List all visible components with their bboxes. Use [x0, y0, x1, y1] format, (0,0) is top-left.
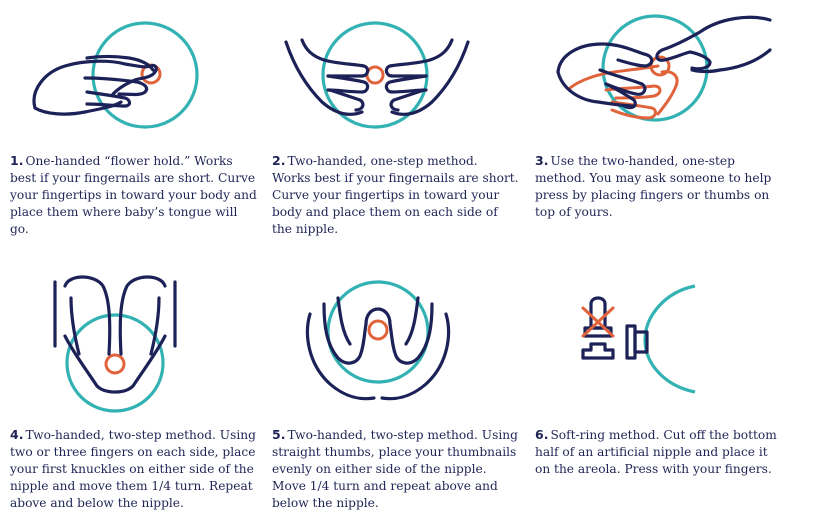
step-3-text: Use the two-handed, one-step method. You may ask someone to help press by placing fingers or thumbs on top of yours. [535, 154, 772, 219]
step-5-text: Two-handed, two-step method. Using straight thumbs, place your thumbnails evenly on either side of the nipple. Move 1/4 turn and repeat above and below the nipple. [272, 428, 518, 510]
step-2-number: 2. [272, 153, 286, 168]
step-1-number: 1. [10, 153, 24, 168]
step-5-number: 5. [272, 427, 286, 442]
one-hand-flower-hold-icon [25, 20, 287, 160]
step-4-number: 4. [10, 427, 24, 442]
step-6-text: Soft-ring method. Cut off the bottom half of an artificial nipple and place it on the areola. Press with your fingers. [535, 428, 777, 476]
step-1-text: One-handed “flower hold.” Works best if your fingernails are short. Curve your fingertips in toward your body and place them where baby’s tongue will go. [10, 154, 257, 236]
step-6-caption [535, 426, 783, 478]
step-6-number: 6. [535, 427, 549, 442]
step-1-caption [10, 152, 258, 238]
step-3-number: 3. [535, 153, 549, 168]
step-5-caption [272, 426, 520, 512]
step-2-text: Two-handed, one-step method. Works best if your fingernails are short. Curve your fingertips in toward your body and place them on each side of the nipple. [272, 154, 519, 236]
two-hand-one-step-icon [272, 20, 534, 160]
step-4-caption [10, 426, 258, 512]
two-hand-two-step-thumbs-icon [300, 274, 562, 414]
two-hand-two-step-fingers-icon [45, 268, 307, 408]
step-3-caption [535, 152, 783, 221]
helper-hands-icon [550, 10, 812, 150]
soft-ring-icon [575, 278, 822, 418]
step-2-caption [272, 152, 520, 238]
step-4-text: Two-handed, two-step method. Using two or three fingers on each side, place your first knuckles on either side of the nipple and move them 1/4 turn. Repeat above and below the nipple. [10, 428, 256, 510]
